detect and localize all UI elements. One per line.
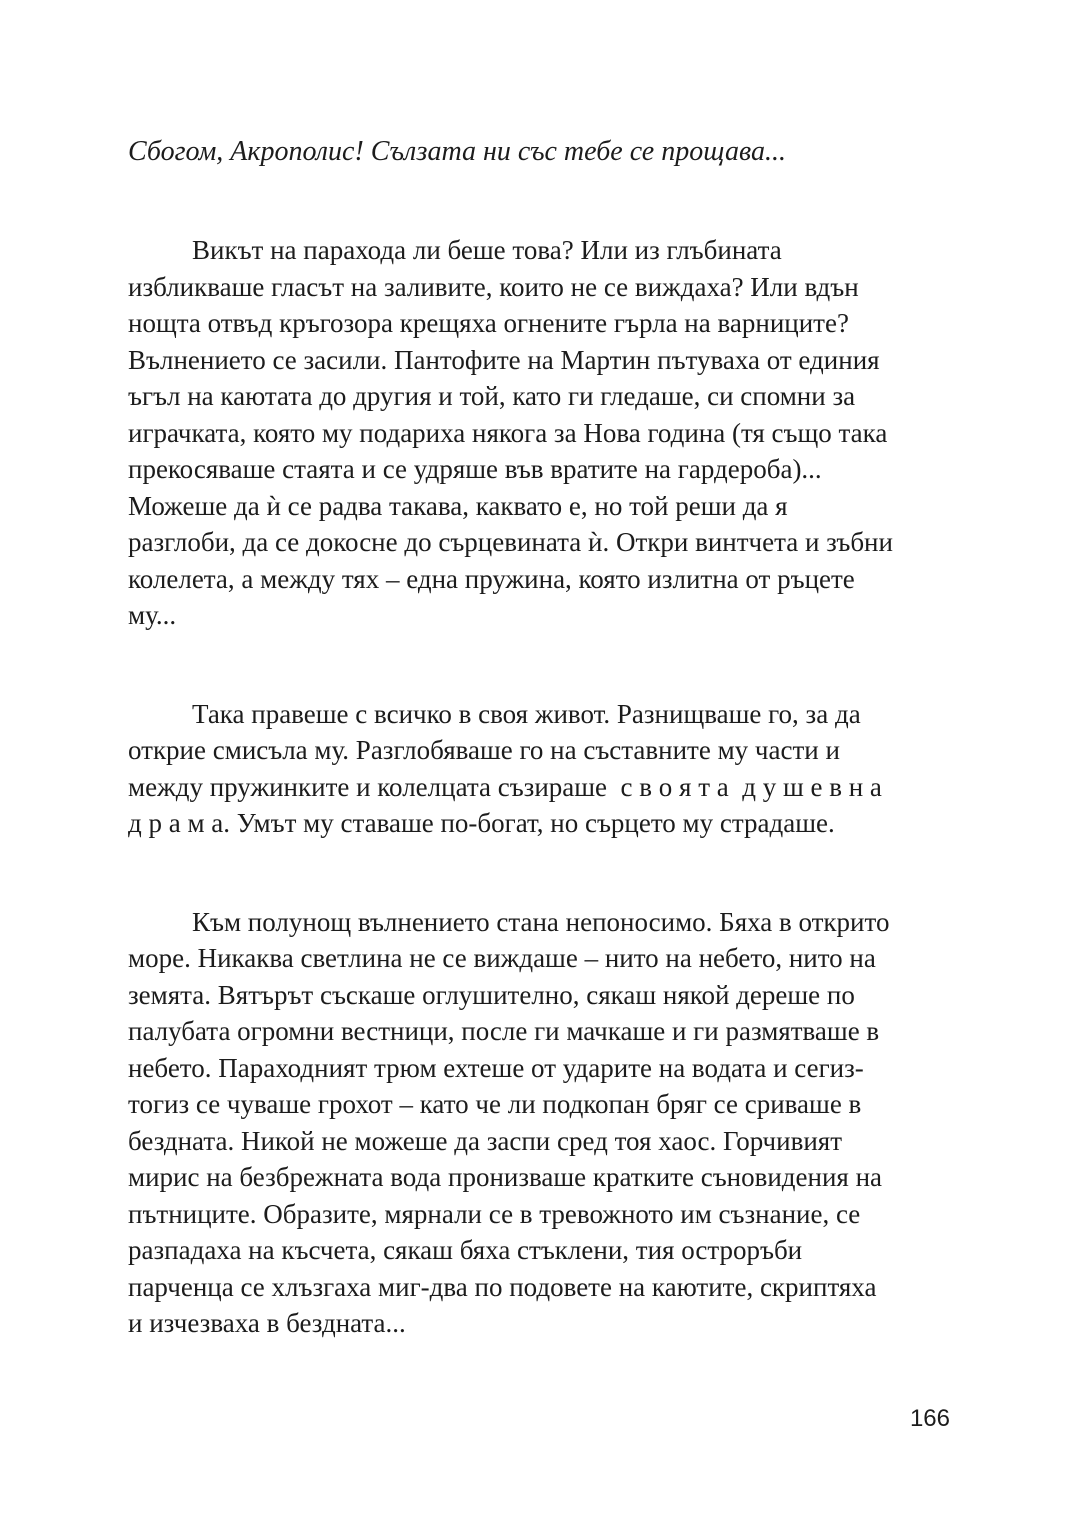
text-line: му... <box>128 600 177 630</box>
text-line: д р а м а. Умът му ставаше по-богат, но сърцето му страдаше. <box>128 808 835 838</box>
text-line: море. Никаква светлина не се виждаше – нито на небето, нито на <box>128 943 876 973</box>
text-line: парченца се хлъзгаха миг-два по подовете на каютите, скриптяха <box>128 1271 877 1302</box>
text-line: колелета, а между тях – една пружина, която излитна от ръцете <box>128 563 855 594</box>
text-line: нощта отвъд кръгозора крещяха огнените гърла на варниците? <box>128 308 849 338</box>
text-line: между пружинките и колелцата съзираше с в о я т а д у ш е в н а <box>128 771 882 802</box>
text-line: играчката, която му подариха някога за Нова година (тя също така <box>128 417 888 448</box>
text-line: Така правеше с всичко в своя живот. Разнищваше го, за да <box>192 698 861 729</box>
text-line: разпадаха на късчета, сякаш бяха стъклени, тия остроръби <box>128 1235 803 1265</box>
text-line: пътниците. Образите, мярнали се в тревожното им съзнание, се <box>128 1198 861 1229</box>
text-line: разглоби, да се докосне до сърцевината ѝ. Откри винтчета и зъбни <box>128 527 893 557</box>
text-line: и изчезваха в бездната... <box>128 1308 406 1338</box>
text-line: палубата огромни вестници, после ги мачкаше и ги размятваше в <box>128 1016 880 1046</box>
text-line: бездната. Никой не можеше да заспи сред тоя хаос. Горчивият <box>128 1125 842 1156</box>
text-line: открие смисъла му. Разглобяваше го на съставните му части и <box>128 735 840 765</box>
paragraph <box>128 904 960 1342</box>
text-line: небето. Параходният трюм ехтеше от ударите на водата и сегиз- <box>128 1052 864 1083</box>
text-line: Към полунощ вълнението стана непоносимо. Бяха в открито <box>192 906 890 937</box>
text-line: Можеше да ѝ се радва такава, каквато е, но той реши да я <box>128 490 788 521</box>
chapter-epigraph: Сбогом, Акрополис! Сълзата ни със тебе се прощава... <box>128 136 786 167</box>
text-line: земята. Вятърът съскаше оглушително, сякаш някой дереше по <box>128 979 855 1010</box>
paragraph <box>128 232 960 634</box>
paragraph <box>128 696 960 842</box>
text-line: Викът на парахода ли беше това? Или из глъбината <box>192 235 782 265</box>
page-content <box>128 133 960 1342</box>
body-text <box>128 232 960 1342</box>
text-line: тогиз се чуваше грохот – като че ли подкопан бряг се сриваше в <box>128 1089 862 1119</box>
text-line: избликваше гласът на заливите, които не се виждаха? Или вдън <box>128 271 859 302</box>
text-line: Вълнението се засили. Пантофите на Мартин пътуваха от единия <box>128 344 880 375</box>
text-line: мирис на безбрежната вода пронизваше кратките съновидения на <box>128 1162 883 1192</box>
text-line: ъгъл на каютата до другия и той, като ги гледаше, си спомни за <box>128 381 856 411</box>
text-line: прекосяваше стаята и се удряше във вратите на гардероба)... <box>128 454 822 484</box>
page-number: 166 <box>909 1405 950 1432</box>
